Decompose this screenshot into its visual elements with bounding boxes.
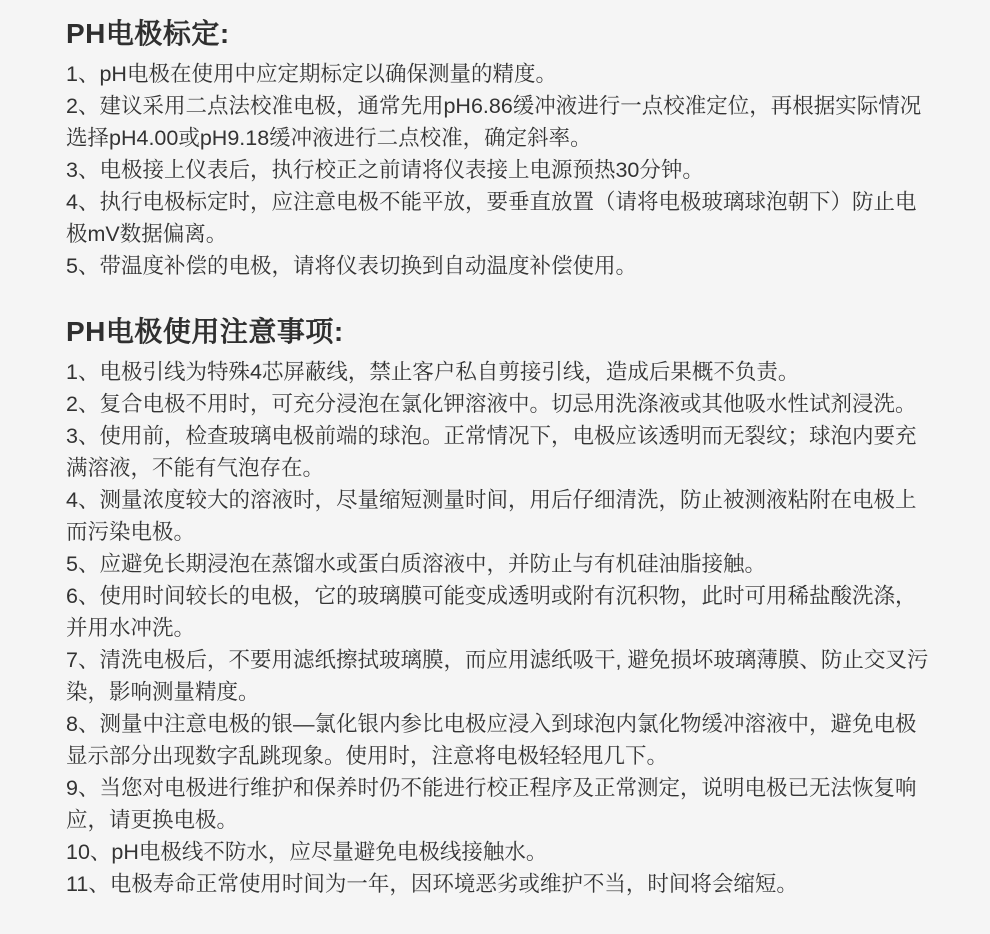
section-calibration	[66, 16, 932, 282]
precaution-item-3: 3、使用前，检查玻璃电极前端的球泡。正常情况下，电极应该透明而无裂纹；球泡内要充满溶液，不能有气泡存在。	[66, 424, 917, 480]
section-title-precautions: PH电极使用注意事项:	[66, 316, 344, 347]
precaution-item-8: 8、测量中注意电极的银—氯化银内参比电极应浸入到球泡内氯化物缓冲溶液中，避免电极显示部分出现数字乱跳现象。使用时，注意将电极轻轻甩几下。	[66, 712, 917, 768]
precaution-item-10: 10、pH电极线不防水，应尽量避免电极线接触水。	[66, 840, 548, 864]
section-usage-precautions	[66, 314, 932, 900]
precaution-item-4: 4、测量浓度较大的溶液时，尽量缩短测量时间，用后仔细清洗，防止被测液粘附在电极上而污染电极。	[66, 488, 917, 544]
calibration-item-2: 2、建议采用二点法校准电极，通常先用pH6.86缓冲液进行一点校准定位，再根据实际情况选择pH4.00或pH9.18缓冲液进行二点校准，确定斜率。	[66, 94, 922, 150]
precaution-item-7: 7、清洗电极后，不要用滤纸擦拭玻璃膜，而应用滤纸吸干, 避免损坏玻璃薄膜、防止交叉污染，影响测量精度。	[66, 648, 929, 704]
calibration-item-1: 1、pH电极在使用中应定期标定以确保测量的精度。	[66, 62, 557, 86]
precaution-item-1: 1、电极引线为特殊4芯屏蔽线，禁止客户私自剪接引线，造成后果概不负责。	[66, 360, 800, 384]
precaution-item-9: 9、当您对电极进行维护和保养时仍不能进行校正程序及正常测定，说明电极已无法恢复响应，请更换电极。	[66, 776, 917, 832]
section-title-calibration: PH电极标定:	[66, 18, 230, 49]
calibration-item-5: 5、带温度补偿的电极，请将仪表切换到自动温度补偿使用。	[66, 254, 637, 278]
precaution-item-2: 2、复合电极不用时，可充分浸泡在氯化钾溶液中。切忌用洗涤液或其他吸水性试剂浸洗。	[66, 392, 917, 416]
precaution-item-6: 6、使用时间较长的电极，它的玻璃膜可能变成透明或附有沉积物，此时可用稀盐酸洗涤，并用水冲洗。	[66, 584, 917, 640]
precaution-item-5: 5、应避免长期浸泡在蒸馏水或蛋白质溶液中，并防止与有机硅油脂接触。	[66, 552, 766, 576]
calibration-item-3: 3、电极接上仪表后，执行校正之前请将仪表接上电源预热30分钟。	[66, 158, 704, 182]
precaution-item-11: 11、电极寿命正常使用时间为一年，因环境恶劣或维护不当，时间将会缩短。	[66, 872, 798, 896]
calibration-item-4: 4、执行电极标定时，应注意电极不能平放，要垂直放置（请将电极玻璃球泡朝下）防止电极mV数据偏离。	[66, 190, 917, 246]
